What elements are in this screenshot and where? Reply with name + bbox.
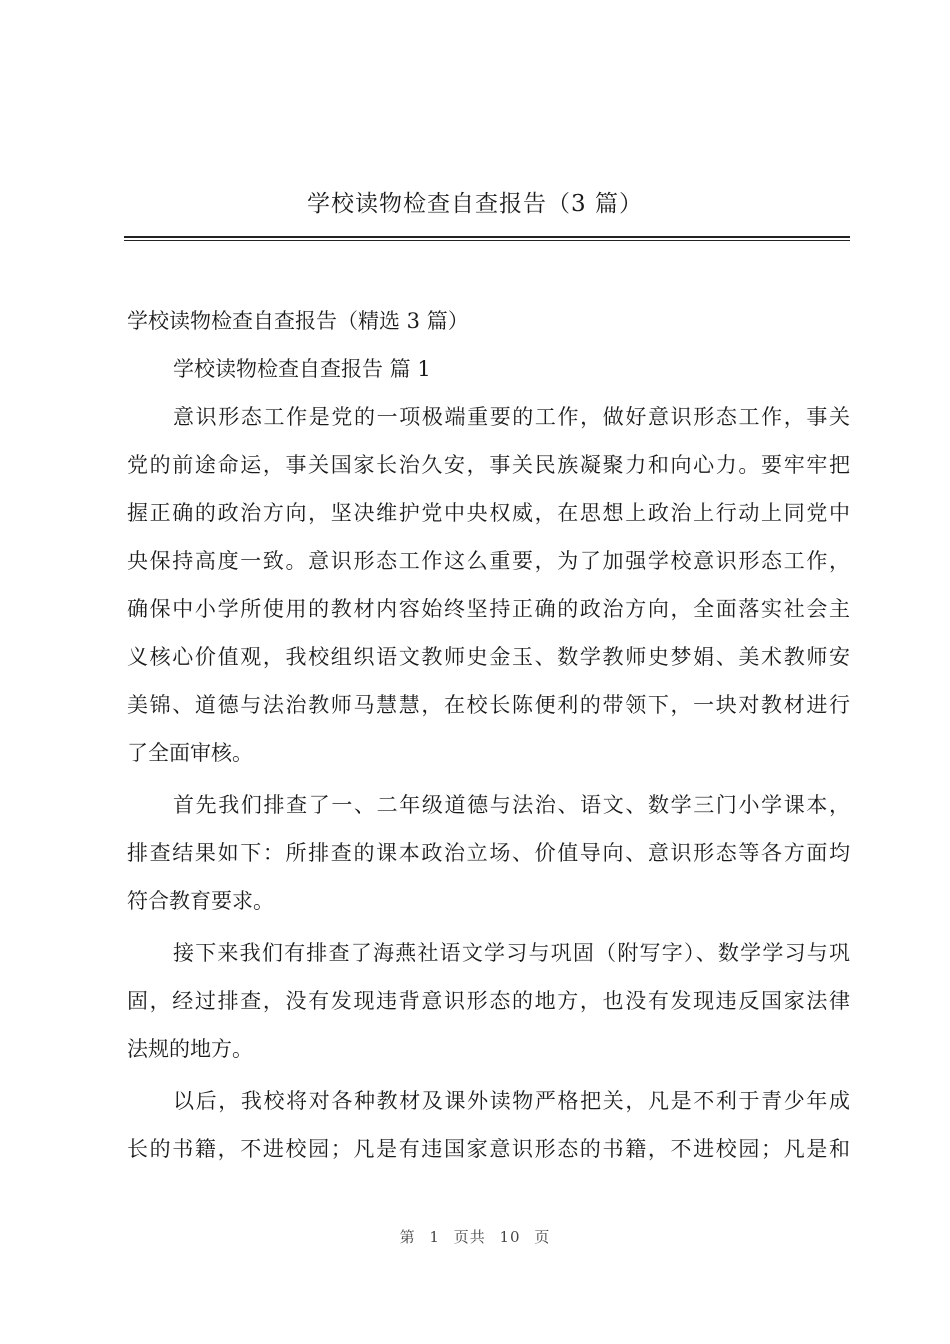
title-divider: [124, 236, 850, 241]
paragraph-line: 央保持高度一致。意识形态工作这么重要，为了加强学校意识形态工作，: [127, 549, 850, 573]
paragraph-line: 接下来我们有排查了海燕社语文学习与巩固（附写字）、数学学习与巩: [173, 941, 850, 965]
paragraph-line: 意识形态工作是党的一项极端重要的工作，做好意识形态工作，事关: [173, 405, 850, 429]
paragraph: [127, 781, 850, 925]
paragraph-line: 以后，我校将对各种教材及课外读物严格把关，凡是不利于青少年成: [173, 1089, 850, 1113]
paragraph-line: 美锦、道德与法治教师马慧慧，在校长陈便利的带领下，一块对教材进行: [127, 693, 850, 717]
paragraph-line: 握正确的政治方向，坚决维护党中央权威，在思想上政治上行动上同党中: [127, 501, 850, 525]
paragraph-line: 排查结果如下：所排查的课本政治立场、价值导向、意识形态等各方面均: [127, 841, 850, 865]
paragraph-line: 确保中小学所使用的教材内容始终坚持正确的政治方向，全面落实社会主: [127, 597, 850, 621]
paragraph-line: 党的前途命运，事关国家长治久安，事关民族凝聚力和向心力。要牢牢把: [127, 453, 850, 477]
paragraph: [127, 393, 850, 777]
section-heading: 学校读物检查自查报告 篇 1: [173, 357, 431, 381]
page-title: 学校读物检查自查报告（3 篇）: [307, 191, 643, 217]
paragraph-line: 符合教育要求。: [127, 889, 274, 913]
document-body: [127, 297, 850, 1173]
paragraph-line: 法规的地方。: [127, 1037, 253, 1061]
document-subtitle: 学校读物检查自查报告（精选 3 篇）: [127, 309, 469, 333]
paragraph-line: 义核心价值观，我校组织语文教师史金玉、数学教师史梦娟、美术教师安: [127, 645, 850, 669]
paragraph-line: 了全面审核。: [127, 741, 253, 765]
paragraph-line: 首先我们排查了一、二年级道德与法治、语文、数学三门小学课本，: [173, 793, 850, 817]
page-footer: 第 1 页共 10 页: [399, 1228, 551, 1246]
paragraph: [127, 1077, 850, 1173]
paragraph: [127, 929, 850, 1073]
paragraph-line: 固，经过排查，没有发现违背意识形态的地方，也没有发现违反国家法律: [127, 989, 850, 1013]
paragraph-line: 长的书籍，不进校园；凡是有违国家意识形态的书籍，不进校园；凡是和: [127, 1137, 850, 1161]
